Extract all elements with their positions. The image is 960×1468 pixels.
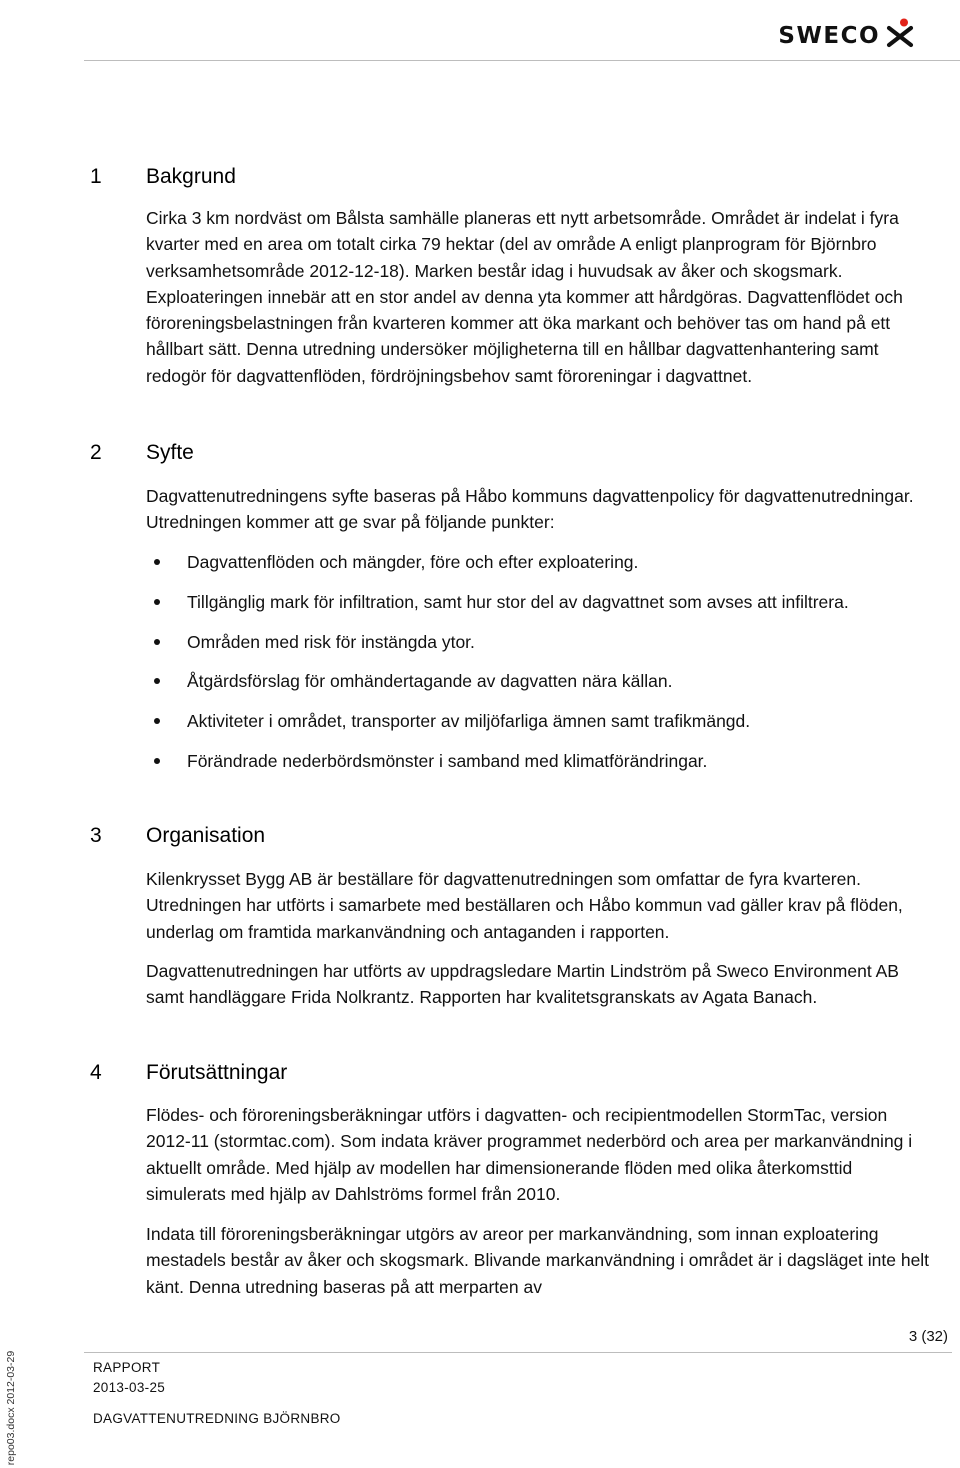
paragraph: Flödes- och föroreningsberäkningar utförs i dagvatten- och recipientmodellen StormTac, version 2012-11 (stormtac.com). Som indata kräver programmet nederbörd och area per markanvändning i aktuellt område. Med hjälp av modellen har dimensionerande flöden med olika återkomsttid simulerats med hjälp av Dahlströms formel från 2010. xyxy=(146,1105,913,1204)
list-item: Åtgärdsförslag för omhändertagande av dagvatten nära källan. xyxy=(146,668,936,694)
paragraph: Dagvattenutredningens syfte baseras på Håbo kommuns dagvattenpolicy för dagvattenutredningar. Utredningen kommer att ge svar på följande punkter: xyxy=(146,486,914,533)
sweco-person-icon xyxy=(886,18,914,53)
bullet-icon xyxy=(154,678,160,684)
list-item: Förändrade nederbördsmönster i samband med klimatförändringar. xyxy=(146,748,936,774)
page-number: 3 (32) xyxy=(908,1328,948,1345)
bullet-icon xyxy=(154,639,160,645)
section-title: Förutsättningar xyxy=(146,1061,288,1084)
header-divider xyxy=(84,60,960,61)
bullet-icon xyxy=(154,718,160,724)
section-number: 3 xyxy=(90,824,102,847)
paragraph: Cirka 3 km nordväst om Bålsta samhälle planeras ett nytt arbetsområde. Området är indelat i fyra kvarter med en area om totalt cirka 79 hektar (del av område A enligt planprogram för Björnbro verksamhetsområde 2012-12-18). Marken består idag i huvudsak av åker och skogsmark. Exploateringen innebär att en stor andel av denna yta kommer att hårdgöras. Dagvattenflödet och föroreningsbelastningen från kvarteren kommer att öka markant och behöver tas om hand på ett hållbart sätt. Denna utredning undersöker möjligheterna till en hållbar dagvattenhantering samt redogör för dagvattenflöden, fördröjningsbehov samt föroreningar i dagvattnet. xyxy=(146,208,903,386)
section-heading-organisation xyxy=(90,824,265,848)
paragraph: Kilenkrysset Bygg AB är beställare för dagvattenutredningen som omfattar de fyra kvarteren. Utredningen har utförts i samarbete med beställaren och Håbo kommun vad gäller krav på flöden, underlag om framtida markanvändning och antaganden i rapporten. xyxy=(146,869,903,942)
section-number: 1 xyxy=(90,165,102,188)
bullet-icon xyxy=(154,599,160,605)
section-heading-forutsattningar xyxy=(90,1061,287,1085)
logo-text: SWECO xyxy=(778,22,880,49)
bullet-icon xyxy=(154,559,160,565)
list-item: Dagvattenflöden och mängder, före och efter exploatering. xyxy=(146,549,936,575)
footer-doc-type: RAPPORT xyxy=(93,1360,161,1375)
paragraph: Indata till föroreningsberäkningar utgörs av areor per markanvändning, som innan exploatering mestadels består av åker och skogsmark. Blivande markanvändning i området är i dagsläget inte helt känt. Denna utredning baseras på att merparten av xyxy=(146,1224,930,1297)
list-item: Tillgänglig mark för infiltration, samt hur stor del av dagvattnet som avses att infiltrera. xyxy=(146,589,936,615)
section-number: 2 xyxy=(90,441,102,464)
section-title: Bakgrund xyxy=(146,165,236,188)
section-heading-bakgrund xyxy=(90,165,236,189)
paragraph: Dagvattenutredningen har utförts av uppdragsledare Martin Lindström på Sweco Environment AB samt handläggare Frida Nolkrantz. Rapporten har kvalitetsgranskats av Agata Banach. xyxy=(146,961,899,1008)
section-number: 4 xyxy=(90,1061,102,1084)
footer-divider xyxy=(84,1352,952,1353)
section-heading-syfte xyxy=(90,441,194,465)
bullet-list xyxy=(146,549,936,788)
footer-date: 2013-03-25 xyxy=(93,1380,166,1395)
section-title: Syfte xyxy=(146,441,194,464)
section-title: Organisation xyxy=(146,824,266,847)
sweco-logo xyxy=(778,18,914,53)
side-file-reference: repo03.docx 2012-03-29 xyxy=(5,1350,17,1466)
footer-doc-title: DAGVATTENUTREDNING BJÖRNBRO xyxy=(93,1411,341,1426)
list-item: Områden med risk för instängda ytor. xyxy=(146,629,936,655)
bullet-icon xyxy=(154,758,160,764)
list-item: Aktiviteter i området, transporter av miljöfarliga ämnen samt trafikmängd. xyxy=(146,708,936,734)
